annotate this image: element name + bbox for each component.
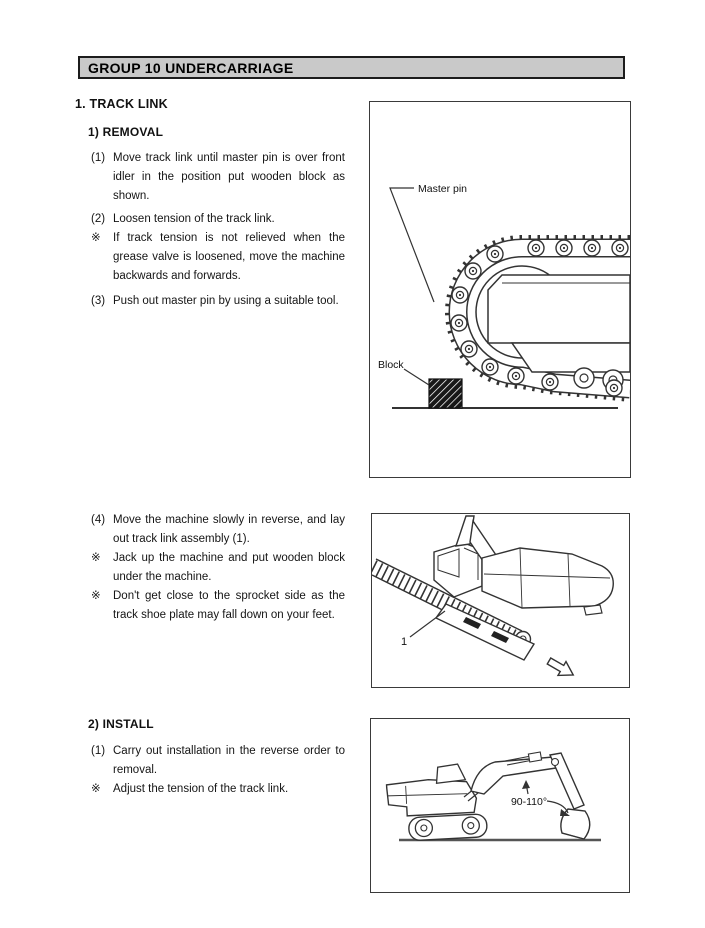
angle-arrow-up-icon xyxy=(522,780,530,794)
note-text: Don't get close to the sprocket side as the track shoe plate may fall down on your feet. xyxy=(113,590,345,622)
step-text: Loosen tension of the track link. xyxy=(113,213,275,225)
install-note-1 xyxy=(91,780,345,799)
removal-step-2 xyxy=(91,210,345,229)
step-text: Carry out installation in the reverse order to removal. xyxy=(113,745,345,777)
excavator-machine xyxy=(386,763,488,842)
step-text: Push out master pin by using a suitable tool. xyxy=(113,295,339,307)
block-label: Block xyxy=(378,359,404,371)
step-marker: (2) xyxy=(91,213,106,225)
note-marker: ※ xyxy=(91,552,101,564)
figure-track-link-master-pin xyxy=(369,101,631,478)
step-text: Move the machine slowly in reverse, and lay out track link assembly (1). xyxy=(113,514,345,546)
note-marker: ※ xyxy=(91,783,101,795)
removal-step-3 xyxy=(91,292,345,311)
group-header-title: GROUP 10 UNDERCARRIAGE xyxy=(88,59,294,76)
figure-lay-out-track-link xyxy=(371,513,630,688)
removal-step-1 xyxy=(91,149,345,207)
step-text: Move track link until master pin is over front idler in the position put wooden block as shown. xyxy=(113,152,345,203)
group-header-bar xyxy=(78,56,625,79)
note-text: Adjust the tension of the track link. xyxy=(113,783,289,795)
excavator-body xyxy=(482,548,613,615)
removal-note-1 xyxy=(91,229,345,287)
note-text: Jack up the machine and put wooden block under the machine. xyxy=(113,552,345,584)
removal-heading: 1) REMOVAL xyxy=(88,125,164,139)
angle-arc-arrow-icon xyxy=(547,801,570,816)
angle-label: 90-110° xyxy=(510,796,548,808)
removal-note-3 xyxy=(91,587,345,625)
wooden-block xyxy=(429,379,462,408)
block-leader-line xyxy=(404,369,429,385)
step-marker: (4) xyxy=(91,514,106,526)
install-heading: 2) INSTALL xyxy=(88,717,154,731)
track-link-drawing xyxy=(370,102,630,477)
part-label: 1 xyxy=(401,636,408,648)
note-marker: ※ xyxy=(91,232,101,244)
note-text: If track tension is not relieved when the grease valve is loosened, move the machine backwards and forwards. xyxy=(113,232,345,283)
section-title: 1. TRACK LINK xyxy=(75,97,168,111)
excavator-reverse-drawing xyxy=(372,514,629,687)
excavator-cab xyxy=(434,543,482,597)
master-pin-label: Master pin xyxy=(418,183,468,195)
reverse-direction-arrow-icon xyxy=(545,654,577,682)
part-leader-line xyxy=(410,611,445,637)
step-marker: (1) xyxy=(91,745,106,757)
step-marker: (3) xyxy=(91,295,106,307)
removal-note-2 xyxy=(91,549,345,587)
step-marker: (1) xyxy=(91,152,106,164)
removal-step-4 xyxy=(91,511,345,549)
master-pin-leader-line xyxy=(390,188,434,302)
excavator-jackup-drawing xyxy=(371,719,629,892)
note-marker: ※ xyxy=(91,590,101,602)
figure-jack-up-angle xyxy=(370,718,630,893)
install-step-1 xyxy=(91,742,345,780)
